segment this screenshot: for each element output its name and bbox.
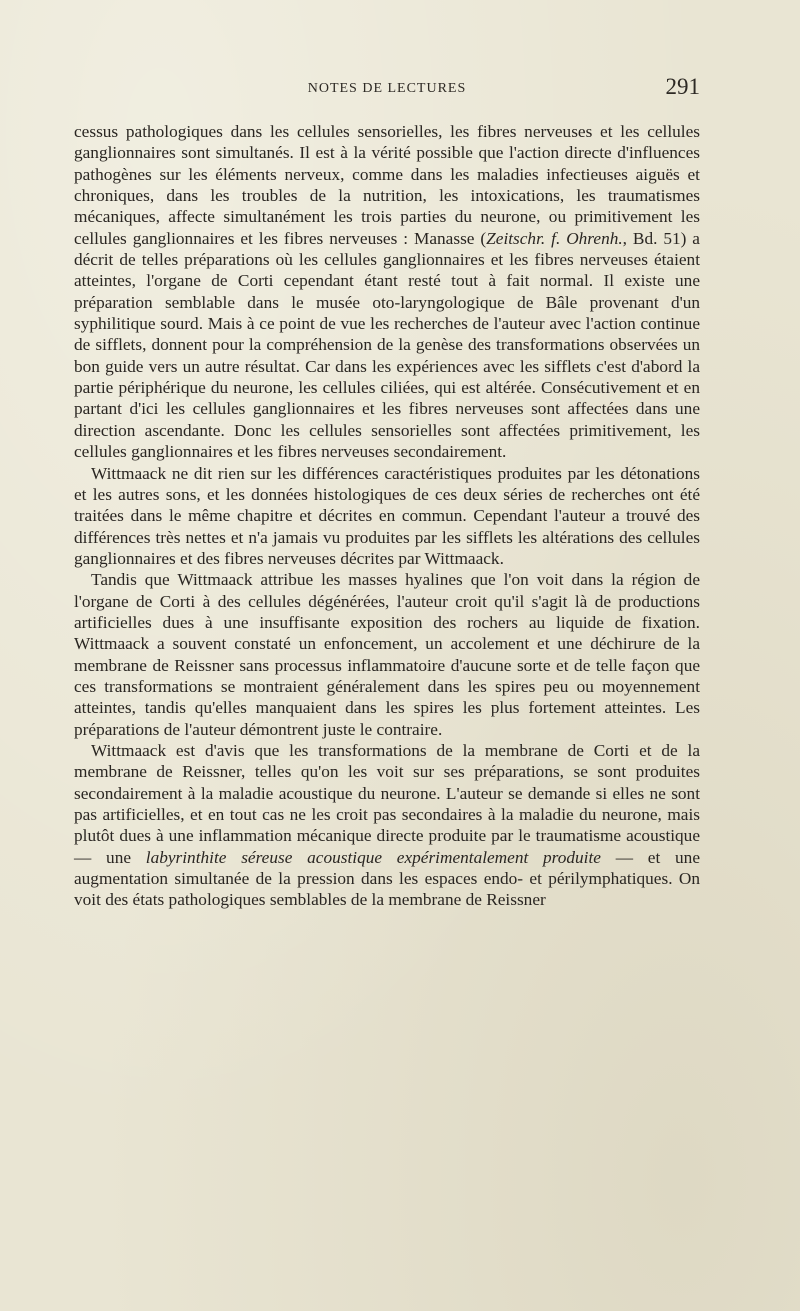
paragraph-1 xyxy=(74,121,700,463)
italic-term: labyrinthite séreuse acoustique expérimentalement produite xyxy=(145,847,601,867)
text-segment: — et une augmentation simultanée de la pression dans les espaces endo- et périlymphatiques. On voit des états pathologiques semblables de la membrane de Reissner xyxy=(74,847,700,910)
text-segment: Wittmaack est d'avis que les transformations de la membrane de Corti et de la membrane de Reissner, telles qu'on les voit sur ses préparations, se sont produites secondairement à la maladie acoustique du neurone. L'auteur se demande si elles ne sont pas artificielles, et en tout cas ne les croit pas secondaires à la maladie du neurone, mais plutôt dues à une inflammation mécanique directe produite par le traumatisme acoustique — une xyxy=(74,740,700,867)
page-header xyxy=(74,74,700,106)
text-segment: , Bd. 51) a décrit de telles préparations où les cellules ganglionnaires et les fibres nerveuses étaient atteintes, l'organe de Corti cependant étant resté tout à fait normal. Il existe une préparation semblable dans le musée oto-laryngologique de Bâle provenant d'un syphilitique sourd. Mais à ce point de vue les recherches de l'auteur avec l'action continue de sifflets, donnent pour la compréhension de la genèse des transformations observées un bon guide vers un autre résultat. Car dans les expériences avec les sifflets c'est d'abord la partie périphérique du neurone, les cellules ciliées, qui est altérée. Consécutivement et en partant d'ici les cellules ganglionnaires et les fibres nerveuses sont affectées dans une direction ascendante. Donc les cellules sensorielles sont affectées primitivement, les cellules ganglionnaires et les fibres nerveuses secondairement. xyxy=(74,228,700,462)
body-text xyxy=(74,121,700,911)
text-segment: Tandis que Wittmaack attribue les masses hyalines que l'on voit dans la région de l'organe de Corti à des cellules dégénérées, l'auteur croit qu'il s'agit là de productions artificielles dues à une insuffisante exposition des rochers au liquide de fixation. Wittmaack a souvent constaté un enfoncement, un accolement et une déchirure de la membrane de Reissner sans processus inflammatoire d'aucune sorte et de telle façon que ces transformations se montraient généralement dans les spires peu ou moyennement atteintes, tandis qu'elles manquaient dans les spires les plus fortement atteintes. Les préparations de l'auteur démontrent juste le contraire. xyxy=(74,570,700,739)
running-title: NOTES DE LECTURES xyxy=(307,81,467,96)
paragraph-4 xyxy=(74,740,700,911)
paragraph-2 xyxy=(74,463,700,570)
paragraph-3 xyxy=(74,569,700,740)
text-segment: cessus pathologiques dans les cellules sensorielles, les fibres nerveuses et les cellules ganglionnaires sont simultanés. Il est à la vérité possible que l'action directe d'influences pathogènes sur les éléments nerveux, comme dans les maladies infectieuses aiguës et chroniques, dans les troubles de la nutrition, les intoxications, les traumatismes mécaniques, affecte simultanément les trois parties du neurone, ou primitivement les cellules ganglionnaires et les fibres nerveuses : Manasse ( xyxy=(74,122,700,248)
text-segment: Wittmaack ne dit rien sur les différences caractéristiques produites par les détonations et les autres sons, et les données histologiques de ces deux séries de recherches ont été traitées dans le même chapitre et décrites en commun. Cependant l'auteur a trouvé des différences très nettes et n'a jamais vu produites par les sifflets les altérations des cellules ganglionnaires et des fibres nerveuses décrites par Wittmaack. xyxy=(74,463,700,568)
journal-citation: Zeitschr. f. Ohrenh. xyxy=(486,228,623,248)
page-number: 291 xyxy=(665,74,700,99)
